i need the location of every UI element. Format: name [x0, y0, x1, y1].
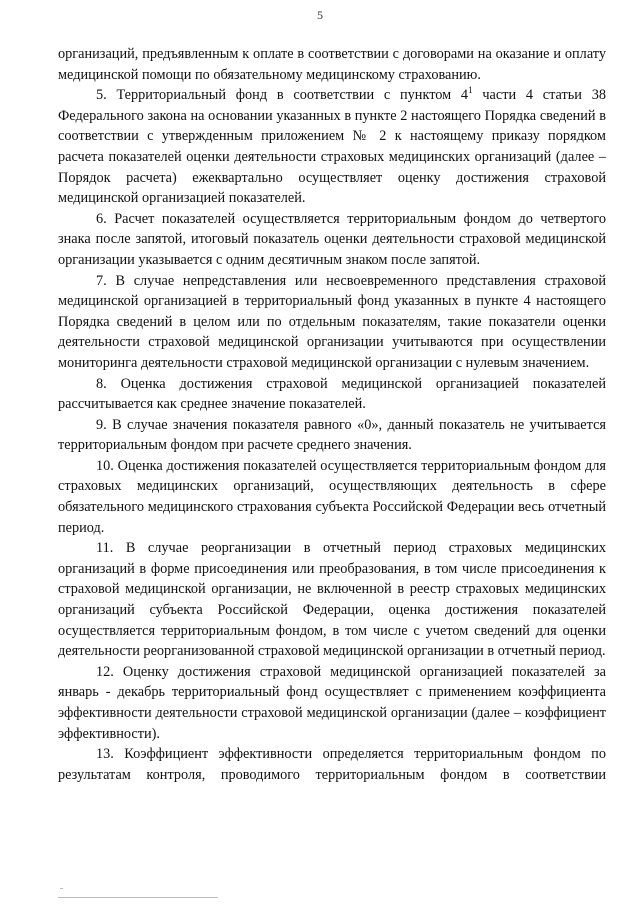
paragraph-5 [58, 85, 606, 209]
paragraph-8: 8. Оценка достижения страховой медицинской организацией показателей рассчитывается как среднее значение показателей. [58, 375, 606, 413]
paragraph-9: 9. В случае значения показателя равного «0», данный показатель не учитывается территориальным фондом при расчете среднего значения. [58, 416, 606, 454]
paragraph-13: 13. Коэффициент эффективности определяется территориальным фондом по результатам контроля, проводимого территориальным фондом в соответствии [58, 746, 606, 783]
page-number: 5 [317, 8, 323, 22]
scan-mark [60, 888, 63, 889]
paragraph-6: 6. Расчет показателей осуществляется территориальным фондом до четвертого знака после запятой, итоговый показатель оценки деятельности страховой медицинской организации указывается с одним десятичным знаком после запятой. [58, 210, 606, 268]
paragraph-continuation: организаций, предъявленным к оплате в соответствии с договорами на оказание и оплату медицинской помощи по обязательному медицинскому страхованию. [58, 46, 606, 83]
paragraph-5-text-before: 5. Территориальный фонд в соответствии с пунктом 4 [96, 87, 469, 104]
paragraph-10: 10. Оценка достижения показателей осуществляется территориальным фондом для страховых медицинских организаций, осуществляющих деятельность в сфере обязательного медицинского страхования субъекта Российской Федерации весь отчетный период. [58, 457, 606, 536]
paragraph-7: 7. В случае непредставления или несвоевременного представления страховой медицинской организацией в территориальный фонд указанных в пункте 4 настоящего Порядка сведений в целом или по отдельным показателям, такие показатели оценки деятельности страховой медицинской организации учитываются при осуществлении мониторинга деятельности страховой медицинской организации с нулевым значением. [58, 272, 606, 371]
document-body [58, 44, 606, 785]
paragraph-12: 12. Оценку достижения страховой медицинской организацией показателей за январь - декабрь территориальный фонд осуществляет с применением коэффициента эффективности деятельности страховой медицинской организации (далее – коэффициент эффективности). [58, 663, 606, 742]
footer-rule [58, 897, 218, 898]
paragraph-11: 11. В случае реорганизации в отчетный период страховых медицинских организаций в форме присоединения или преобразования, в том числе присоединения к страховой медицинской организации, не включенной в реестр страховых медицинских организаций субъекта Российской Федерации, оценка достижения показателей осуществляется территориальным фондом, в том числе с учетом сведений для оценки деятельности реорганизованной страховой медицинской организации в отчетный период. [58, 540, 606, 660]
superscript-mark: 1 [468, 85, 473, 96]
paragraph-5-text-after: части 4 статьи 38 Федерального закона на основании указанных в пункте 2 настоящего Порядка сведений в соответствии с утвержденным приложением № 2 к настоящему приказу порядком расчета показателей оценки деятельности страховых медицинских организаций (далее – Порядок расчета) ежеквартально осуществляет оценку достижения страховой медицинской организацией показателей. [58, 87, 607, 207]
